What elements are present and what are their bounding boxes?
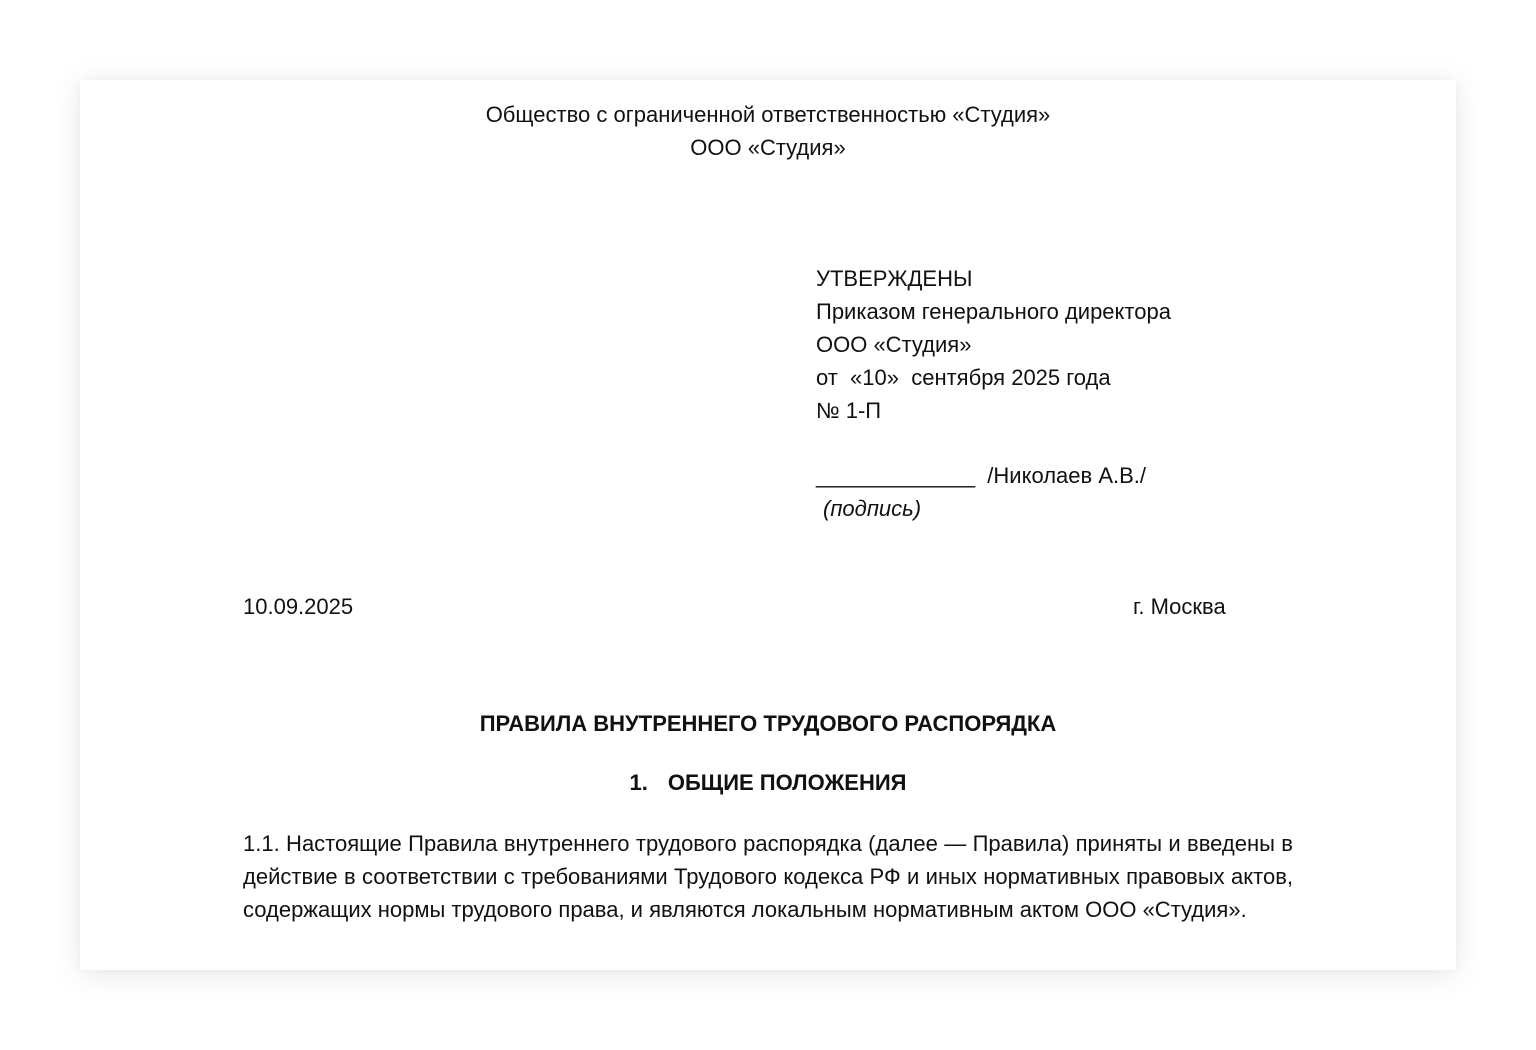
- signature-blank: _____________: [816, 463, 976, 488]
- approval-date-line: от «10» сентября 2025 года: [816, 365, 1111, 390]
- section-number: 1.: [629, 770, 648, 795]
- organization-short-name: ООО «Студия»: [690, 135, 846, 160]
- section-title: ОБЩИЕ ПОЛОЖЕНИЯ: [667, 770, 907, 795]
- approval-order-line: Приказом генерального директора: [816, 299, 1171, 324]
- section-heading: [80, 766, 1456, 799]
- paragraph-1-1: 1.1. Настоящие Правила внутреннего трудового распорядка (далее — Правила) приняты и введены в действие в соответствии с требованиями Трудового кодекса РФ и иных нормативных правовых актов, содержащих нормы трудового права, и являются локальным нормативным актом ООО «Студия».: [243, 831, 1293, 922]
- signatory-name: /Николаев А.В./: [987, 463, 1147, 488]
- approval-order-number: № 1-П: [816, 398, 882, 423]
- approval-heading: УТВЕРЖДЕНЫ: [816, 266, 973, 291]
- document-title: ПРАВИЛА ВНУТРЕННЕГО ТРУДОВОГО РАСПОРЯДКА: [479, 711, 1057, 736]
- signature-row: [816, 459, 1146, 492]
- approval-org-line: ООО «Студия»: [816, 332, 972, 357]
- document-date: 10.09.2025: [243, 594, 354, 619]
- organization-full-name: Общество с ограниченной ответственностью «Студия»: [485, 102, 1051, 127]
- approval-block: [816, 262, 1171, 427]
- signature-caption: (подпись): [823, 496, 922, 521]
- document-page: [80, 80, 1456, 970]
- document-city: г. Москва: [1133, 594, 1226, 619]
